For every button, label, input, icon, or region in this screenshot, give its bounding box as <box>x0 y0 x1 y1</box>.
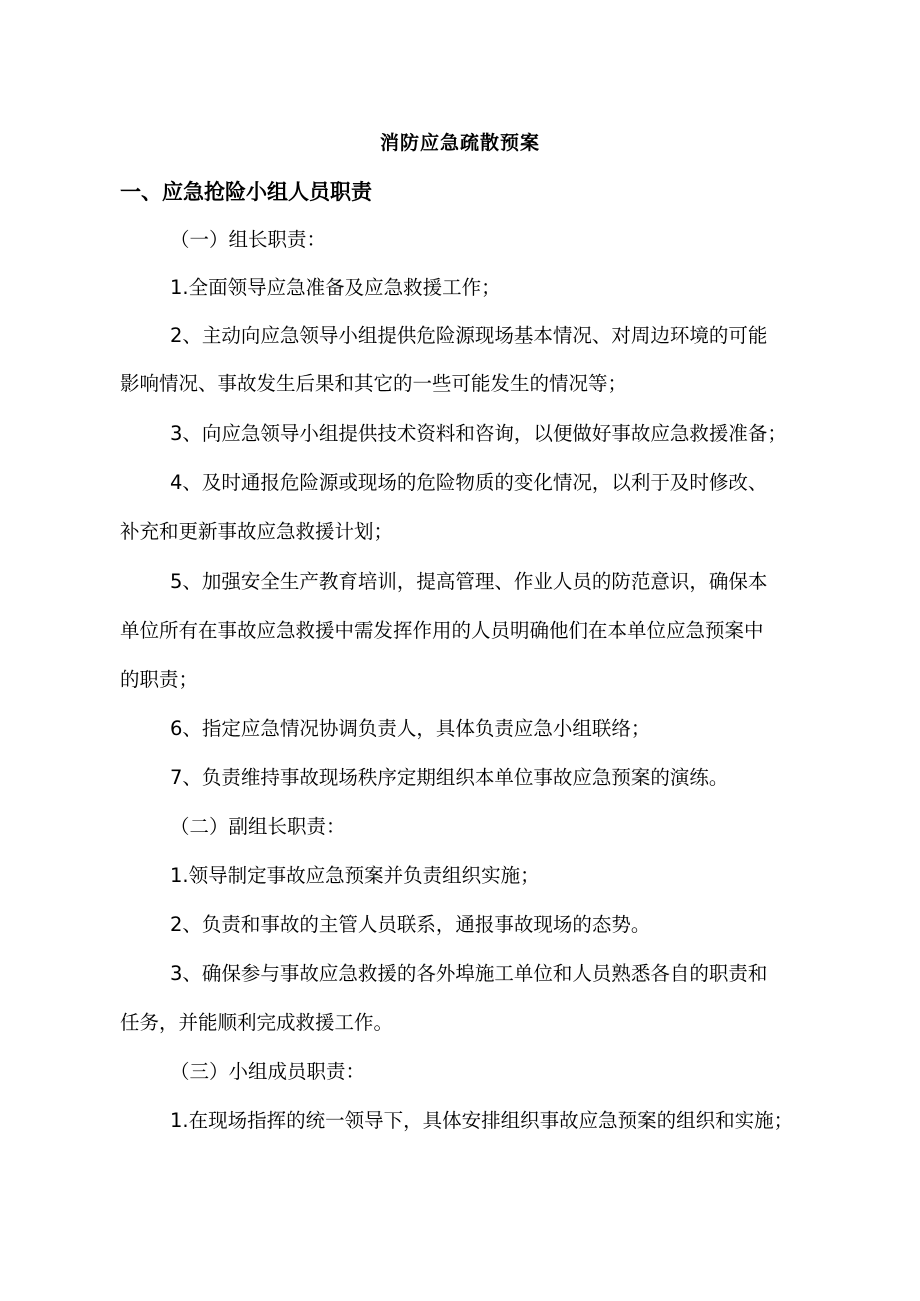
paragraph-line: 2、负责和事故的主管人员联系，通报事故现场的态势。 <box>170 913 651 936</box>
paragraph-line: 5、加强安全生产教育培训，提高管理、作业人员的防范意识，确保本 <box>170 570 768 593</box>
subsection-heading-leader: （一）组长职责： <box>170 228 327 251</box>
paragraph-line: 1.领导制定事故应急预案并负责组织实施； <box>170 864 540 887</box>
section-heading-1: 一、应急抢险小组人员职责 <box>120 180 372 204</box>
paragraph-line: 影响情况、事故发生后果和其它的一些可能发生的情况等； <box>120 372 628 395</box>
paragraph-line: 的职责； <box>120 668 199 691</box>
paragraph-line: 6、指定应急情况协调负责人，具体负责应急小组联络； <box>170 717 651 740</box>
paragraph-line: 3、确保参与事故应急救援的各外埠施工单位和人员熟悉各自的职责和 <box>170 962 768 985</box>
paragraph-line: 1.全面领导应急准备及应急救援工作； <box>170 276 501 299</box>
subsection-heading-deputy: （二）副组长职责： <box>170 815 346 838</box>
paragraph-line: 任务，并能顺利完成救援工作。 <box>120 1011 394 1034</box>
paragraph-line: 单位所有在事故应急救援中需发挥作用的人员明确他们在本单位应急预案中 <box>120 619 764 642</box>
document-title: 消防应急疏散预案 <box>379 132 540 154</box>
paragraph-line: 7、负责维持事故现场秩序定期组织本单位事故应急预案的演练。 <box>170 766 729 789</box>
paragraph-line: 补充和更新事故应急救援计划； <box>120 520 394 543</box>
paragraph-line: 3、向应急领导小组提供技术资料和咨询，以便做好事故应急救援准备； <box>170 422 787 445</box>
subsection-heading-members: （三）小组成员职责： <box>170 1060 366 1083</box>
paragraph-line: 2、主动向应急领导小组提供危险源现场基本情况、对周边环境的可能 <box>170 324 768 347</box>
paragraph-line: 1.在现场指挥的统一领导下，具体安排组织事故应急预案的组织和实施； <box>170 1109 794 1132</box>
paragraph-line: 4、及时通报危险源或现场的危险物质的变化情况，以利于及时修改、 <box>170 471 768 494</box>
